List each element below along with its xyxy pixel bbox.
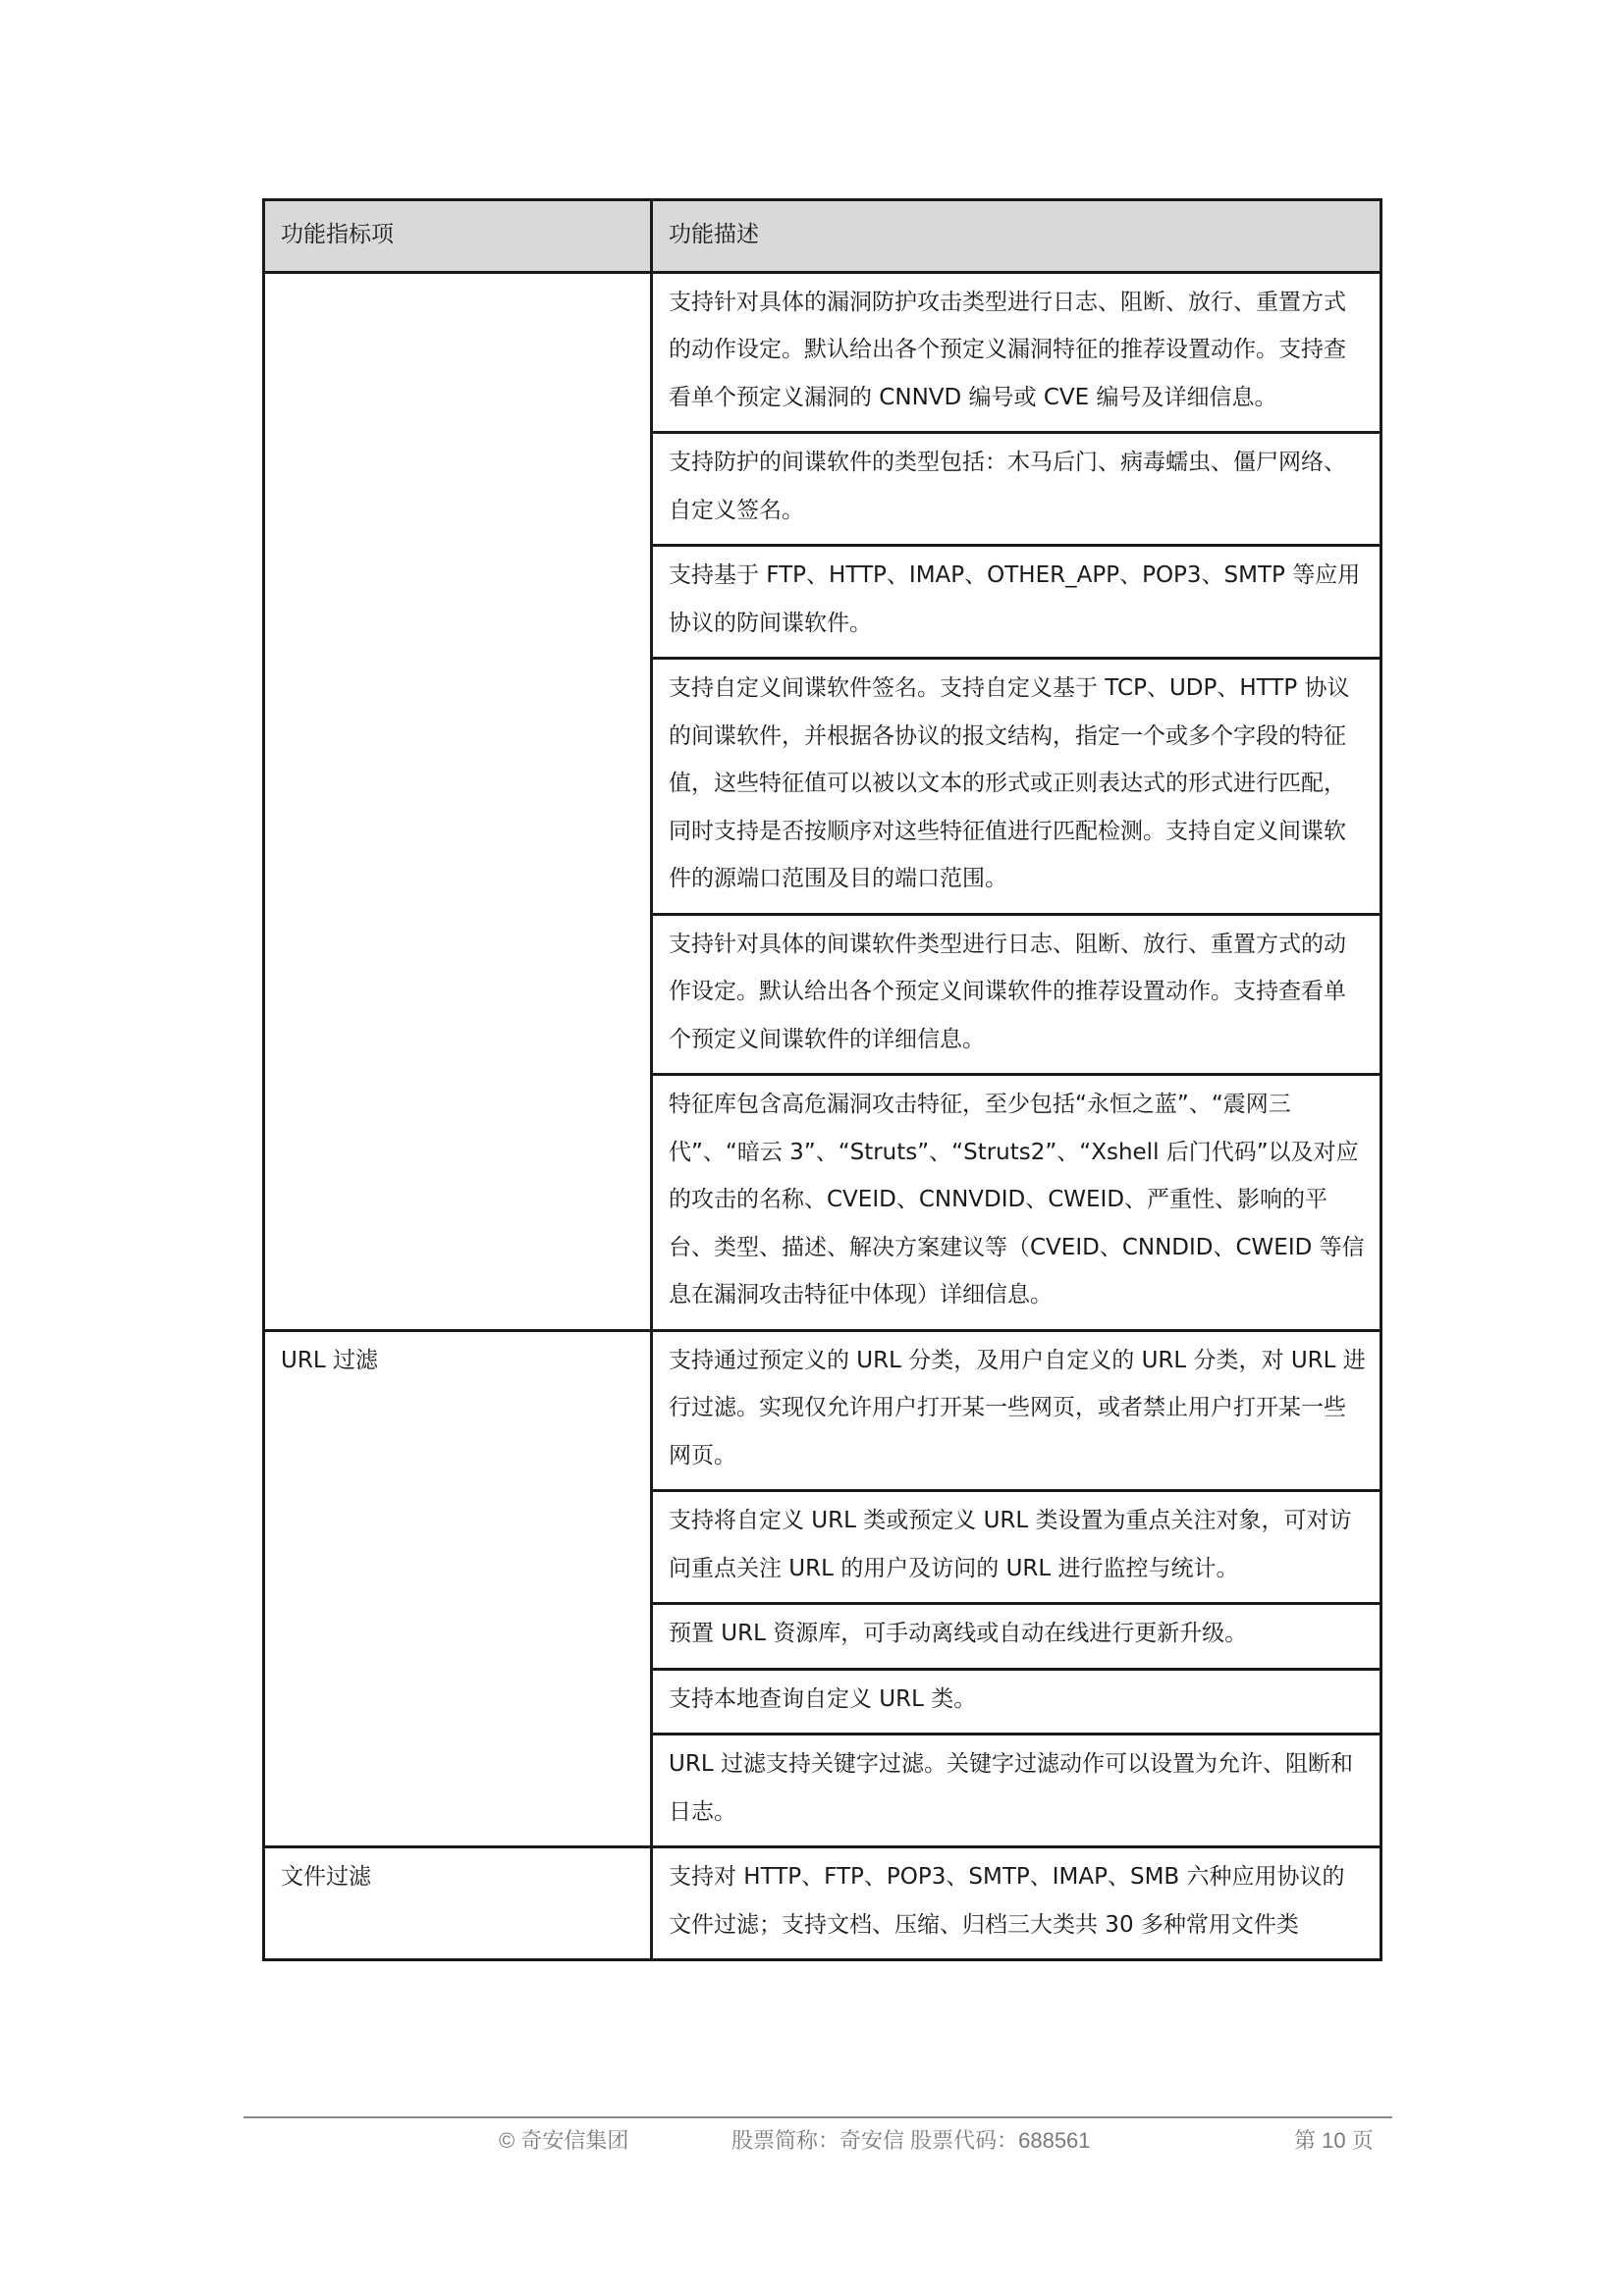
function-description-cell: 支持自定义间谍软件签名。支持自定义基于 TCP、UDP、HTTP 协议的间谍软件，并根据各协议的报文结构，指定一个或多个字段的特征值，这些特征值可以被以文本的形式或正则表达式的形式进行匹配，同时支持是否按顺序对这些特征值进行匹配检测。支持自定义间谍软件的源端口范围及目的端口范围。 bbox=[652, 659, 1381, 915]
function-description-cell: 支持针对具体的间谍软件类型进行日志、阻断、放行、重置方式的动作设定。默认给出各个预定义间谍软件的推荐设置动作。支持查看单个预定义间谍软件的详细信息。 bbox=[652, 914, 1381, 1075]
function-spec-table bbox=[262, 198, 1382, 1961]
function-item-cell bbox=[264, 272, 652, 1330]
footer-company: © 奇安信集团 bbox=[499, 2128, 629, 2153]
function-description-cell: 支持对 HTTP、FTP、POP3、SMTP、IMAP、SMB 六种应用协议的文件过滤；支持文档、压缩、归档三大类共 30 多种常用文件类 bbox=[652, 1847, 1381, 1960]
footer-stock-info: 股票简称：奇安信 股票代码：688561 bbox=[731, 2128, 1091, 2153]
function-description-cell: 支持针对具体的漏洞防护攻击类型进行日志、阻断、放行、重置方式的动作设定。默认给出各个预定义漏洞特征的推荐设置动作。支持查看单个预定义漏洞的 CNNVD 编号或 CVE 编号及详细信息。 bbox=[652, 272, 1381, 433]
function-description-cell: 支持将自定义 URL 类或预定义 URL 类设置为重点关注对象，可对访问重点关注 URL 的用户及访问的 URL 进行监控与统计。 bbox=[652, 1491, 1381, 1604]
function-item-cell: URL 过滤 bbox=[264, 1330, 652, 1847]
function-description-cell: 支持防护的间谍软件的类型包括：木马后门、病毒蠕虫、僵尸网络、自定义签名。 bbox=[652, 433, 1381, 546]
function-description-cell: 支持本地查询自定义 URL 类。 bbox=[652, 1669, 1381, 1735]
footer-divider bbox=[244, 2116, 1392, 2118]
function-description-cell: 特征库包含高危漏洞攻击特征，至少包括“永恒之蓝”、“震网三代”、“暗云 3”、“Struts”、“Struts2”、“Xshell 后门代码”以及对应的攻击的名称、CVEID、CNNVDID、CWEID、严重性、影响的平台、类型、描述、解决方案建议等（CVEID、CNNDID、CWEID 等信息在漏洞攻击特征中体现）详细信息。 bbox=[652, 1075, 1381, 1331]
function-description-cell: 预置 URL 资源库，可手动离线或自动在线进行更新升级。 bbox=[652, 1604, 1381, 1670]
function-description-cell: URL 过滤支持关键字过滤。关键字过滤动作可以设置为允许、阻断和日志。 bbox=[652, 1735, 1381, 1847]
table-row bbox=[264, 1330, 1381, 1491]
footer-page-number: 第 10 页 bbox=[1294, 2128, 1374, 2153]
function-item-cell: 文件过滤 bbox=[264, 1847, 652, 1960]
header-function-item: 功能指标项 bbox=[264, 200, 652, 273]
header-function-description: 功能描述 bbox=[652, 200, 1381, 273]
function-description-cell: 支持通过预定义的 URL 分类，及用户自定义的 URL 分类，对 URL 进行过滤。实现仅允许用户打开某一些网页，或者禁止用户打开某一些网页。 bbox=[652, 1330, 1381, 1491]
table-row bbox=[264, 1847, 1381, 1960]
table-header-row bbox=[264, 200, 1381, 273]
table-row bbox=[264, 272, 1381, 433]
function-description-cell: 支持基于 FTP、HTTP、IMAP、OTHER_APP、POP3、SMTP 等应用协议的防间谍软件。 bbox=[652, 546, 1381, 659]
